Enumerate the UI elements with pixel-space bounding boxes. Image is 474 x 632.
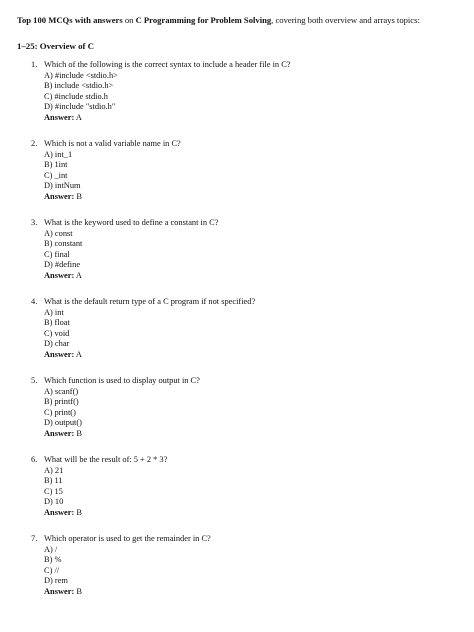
answer-option: A) 21: [44, 465, 64, 475]
answer-value: A: [74, 112, 82, 122]
answer-option: C) void: [44, 328, 70, 338]
answer-option: B) float: [44, 318, 70, 327]
question-item: [17, 60, 462, 123]
intro-line: [17, 14, 462, 26]
question-text: Which is not a valid variable name in C?: [44, 139, 181, 148]
answer-option: B) %: [44, 555, 62, 564]
answer-option: A) int_1: [44, 149, 73, 159]
answer-option: C) final: [44, 249, 70, 259]
answer-option: D) intNum: [44, 181, 81, 190]
answer-option: D) #include "stdio.h": [44, 102, 116, 111]
answer-label: Answer:: [44, 349, 75, 359]
intro-prefix: Top 100 MCQs with answers: [17, 15, 123, 25]
question-item: [17, 297, 462, 360]
answer-label: Answer:: [44, 586, 75, 596]
question-number: 4.: [31, 297, 38, 306]
answer-label: Answer:: [44, 507, 75, 517]
section-heading: 1–25: Overview of C: [17, 41, 94, 51]
answer-line: [44, 508, 462, 519]
answer-label: Answer:: [44, 112, 75, 122]
intro-topic: C Programming for Problem Solving: [135, 15, 272, 25]
answer-line: [44, 350, 462, 361]
answer-option: C) #include stdio.h: [44, 91, 108, 101]
document-page: [17, 14, 462, 613]
answer-option: D) output(): [44, 418, 82, 427]
question-text: Which function is used to display output in C?: [44, 376, 200, 385]
answer-label: Answer:: [44, 191, 75, 201]
answer-value: B: [74, 428, 82, 438]
answer-option: B) constant: [44, 239, 83, 248]
answer-line: [44, 271, 462, 282]
answer-value: A: [74, 349, 82, 359]
question-number: 3.: [31, 218, 38, 227]
question-text: What is the keyword used to define a constant in C?: [44, 218, 219, 227]
question-number: 1.: [31, 60, 38, 69]
answer-option: A) #include <stdio.h>: [44, 70, 118, 80]
question-text: Which of the following is the correct syntax to include a header file in C?: [44, 60, 291, 69]
intro-suffix: , covering both overview and arrays topics:: [271, 15, 420, 25]
question-options: [44, 545, 462, 587]
answer-option: C) _int: [44, 170, 68, 180]
intro-middle: on: [122, 15, 136, 25]
answer-option: D) char: [44, 339, 70, 348]
question-options: [44, 387, 462, 429]
answer-option: C) 15: [44, 486, 63, 496]
answer-option: C) //: [44, 565, 60, 575]
answer-option: D) #define: [44, 260, 81, 269]
answer-option: D) rem: [44, 576, 68, 585]
answer-option: B) include <stdio.h>: [44, 81, 114, 90]
question-number: 2.: [31, 139, 38, 148]
question-item: [17, 534, 462, 597]
answer-option: B) printf(): [44, 397, 79, 406]
question-text: What is the default return type of a C program if not specified?: [44, 297, 256, 306]
question-options: [44, 466, 462, 508]
question-number: 6.: [31, 455, 38, 464]
answer-line: [44, 113, 462, 124]
question-item: [17, 218, 462, 281]
question-number: 5.: [31, 376, 38, 385]
answer-option: A) const: [44, 228, 73, 238]
answer-option: B) 1int: [44, 160, 68, 169]
question-item: [17, 376, 462, 439]
question-options: [44, 308, 462, 350]
answer-value: B: [74, 191, 82, 201]
question-item: [17, 455, 462, 518]
answer-line: [44, 587, 462, 598]
answer-option: A) int: [44, 307, 64, 317]
answer-option: D) 10: [44, 497, 64, 506]
answer-line: [44, 192, 462, 203]
answer-value: B: [74, 586, 82, 596]
answer-line: [44, 429, 462, 440]
question-number: 7.: [31, 534, 38, 543]
question-options: [44, 71, 462, 113]
question-text: What will be the result of: 5 + 2 * 3?: [44, 455, 168, 464]
question-options: [44, 229, 462, 271]
question-item: [17, 139, 462, 202]
answer-option: A) scanf(): [44, 386, 79, 396]
question-list: [17, 60, 462, 597]
answer-value: A: [74, 270, 82, 280]
question-text: Which operator is used to get the remainder in C?: [44, 534, 211, 543]
question-options: [44, 150, 462, 192]
answer-label: Answer:: [44, 270, 75, 280]
answer-option: C) print(): [44, 407, 76, 417]
answer-option: B) 11: [44, 476, 63, 485]
answer-label: Answer:: [44, 428, 75, 438]
answer-option: A) /: [44, 544, 58, 554]
answer-value: B: [74, 507, 82, 517]
